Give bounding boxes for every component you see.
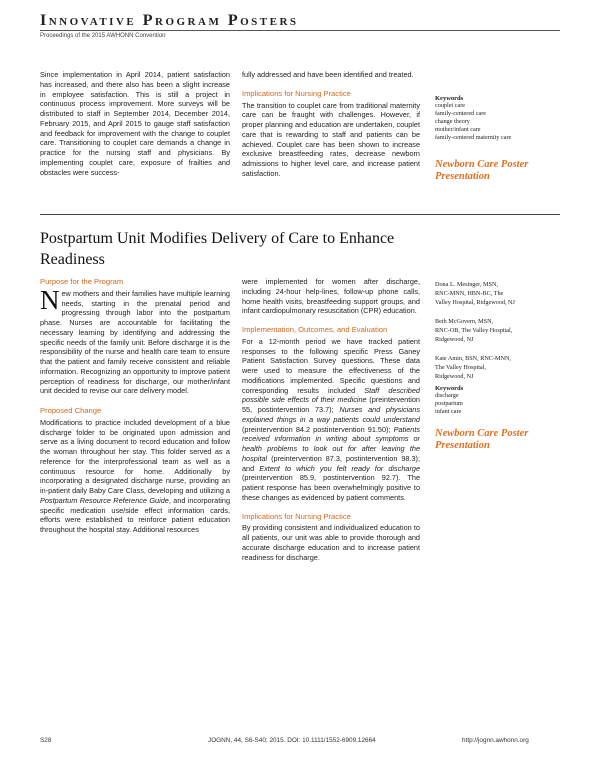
purpose-heading: Purpose for the Program bbox=[40, 277, 124, 286]
prev-keyword: family-centered maternity care bbox=[435, 134, 512, 141]
eval-text: For a 12-month period we have tracked patient responses to the following specific Press Ganey Patient Satisfaction Survey questions. These data were used to measure the effectiveness of the modifications implemented. Specific questions and corresponding results included Staff described possible side effects of their medicine (preintervention 55, postintervention 73.7); Nurses and physicians explained things in a way patients could understand (preintervention 84.2 postintervention 91.50); Patients received information in writing about symptoms or health problems to look out for after leaving the hospital (preintervention 87.3, postintervention 98.3); and Extent to which you felt ready for discharge (preintervention 85.9, postintervention 92.7). The patient response has been overwhelmingly positive to these changes as evidenced by patient comments. bbox=[242, 336, 421, 502]
prev-col2-intro: fully addressed and have been identified and treated. bbox=[242, 70, 414, 79]
citation: JOGNN, 44, S6-S40; 2015. DOI: 10.1111/1552-6909.12664 bbox=[208, 737, 376, 744]
page-number: S28 bbox=[40, 737, 52, 744]
purpose-text: New mothers and their families have multiple learning needs, starting in the prenatal period and progressing through labor into the postpartum phase. Nurses are accountable for facilitating the necessary learning by identifying and addressing the specific needs of the family unit. Before discharge it is the responsibility of the nurse and health care team to ensure that the patient and family receive consistent and reliable information. Recognizing an opportunity to improve patient perception of readiness for discharge, our mother/infant unit decided to revise our care delivery model. bbox=[40, 284, 230, 396]
prev-col1-text: Since implementation in April 2014, patient satisfaction has increased, and there also has been a slight increase in employee satisfaction. This is still a project in continuous process improvement. More surveys will be distributed to staff in September 2014, December 2014, February 2015, and April 2015 to gauge staff satisfaction and feedback for improvement with the change to couplet care. Transitioning to couplet care demands a change in practice for the nursing staff and physicians. By implementing couplet care, exposure of frailties and obstacles were success- bbox=[40, 70, 230, 177]
prev-keyword: change theory bbox=[435, 118, 470, 125]
drop-cap: N bbox=[40, 284, 60, 315]
author-block: Kate Amin, BSN, RNC-MNN, The Valley Hospital, Ridgewood, NJ bbox=[435, 355, 511, 380]
article-col2 bbox=[242, 277, 420, 562]
prev-category-label: Newborn Care Poster Presentation bbox=[435, 159, 529, 182]
journal-url[interactable]: http://jognn.awhonn.org bbox=[462, 737, 529, 744]
prev-implications-text: The transition to couplet care from traditional maternity care can be fraught with challenges. However, if proper planning and education are undertaken, couplet care that is rewarding to staff and patients can be achieved. Couplet care has been shown to increase exclusive breastfeeding rates, decrease newborn admissions to higher level care, and increase patient satisfaction. bbox=[242, 100, 420, 178]
article-title: Postpartum Unit Modifies Delivery of Care to Enhance Readiness bbox=[40, 230, 395, 268]
prev-keyword: family-centered care bbox=[435, 110, 487, 117]
col2-intro: were implemented for women after discharge, including 24-hour help-lines, follow-up phone calls, home health visits, breastfeeding support groups, and infant cardiopulmonary resuscitation (CPR) education. bbox=[242, 277, 420, 316]
keyword: postpartum bbox=[435, 400, 463, 407]
prev-article-col2 bbox=[242, 70, 420, 179]
prev-keyword: mother/infant care bbox=[435, 126, 481, 133]
author-block: Beth McGovern, MSN, RNC-OB, The Valley Hospital, Ridgewood, NJ bbox=[435, 318, 513, 343]
prev-keywords-label: Keywords bbox=[435, 95, 464, 102]
keywords-label: Keywords bbox=[435, 385, 464, 392]
implications-heading: Implications for Nursing Practice bbox=[242, 511, 351, 521]
author-block: Dona L. Mesinger, MSN, RNC-MNN, HBN-BC, The Valley Hospital, Ridgewood, NJ bbox=[435, 281, 515, 306]
keyword: infant care bbox=[435, 408, 462, 415]
prev-keyword: couplet care bbox=[435, 102, 466, 109]
section-divider bbox=[40, 214, 560, 215]
keyword: discharge bbox=[435, 392, 459, 399]
prev-sidebar bbox=[435, 95, 565, 183]
proceedings-line: Proceedings of the 2015 AWHONN Convention bbox=[40, 33, 166, 39]
header-rule bbox=[40, 30, 560, 31]
eval-heading: Implementation, Outcomes, and Evaluation bbox=[242, 325, 388, 334]
prev-article-col1 bbox=[40, 70, 230, 177]
implications-text: By providing consistent and individualized education to all patients, our unit was able to provide thorough and accurate discharge education and to increase patient readiness for discharge. bbox=[242, 523, 420, 562]
change-text: Modifications to practice included development of a blue discharge folder to be originated upon admission and serve as a living document to record education and follow the woman throughout her stay. This folder served as a reference for the interprofessional team as well as a continuous resource for home. Additionally by incorporating a designated discharge nurse, providing an in-patient daily Baby Care Class, developing and utilizing a Postpartum Resource Reference Guide, and incorporating specific medication use/side effect information cards, efforts were established to reinforce patient education throughout the hospital stay. Additional resources bbox=[40, 417, 230, 534]
change-heading: Proposed Change bbox=[40, 406, 102, 415]
journal-title: Innovative Program Posters bbox=[40, 12, 299, 29]
article-col1 bbox=[40, 277, 230, 535]
category-label: Newborn Care Poster Presentation bbox=[435, 428, 529, 451]
prev-implications-heading: Implications for Nursing Practice bbox=[242, 88, 351, 98]
article-sidebar bbox=[435, 280, 565, 452]
